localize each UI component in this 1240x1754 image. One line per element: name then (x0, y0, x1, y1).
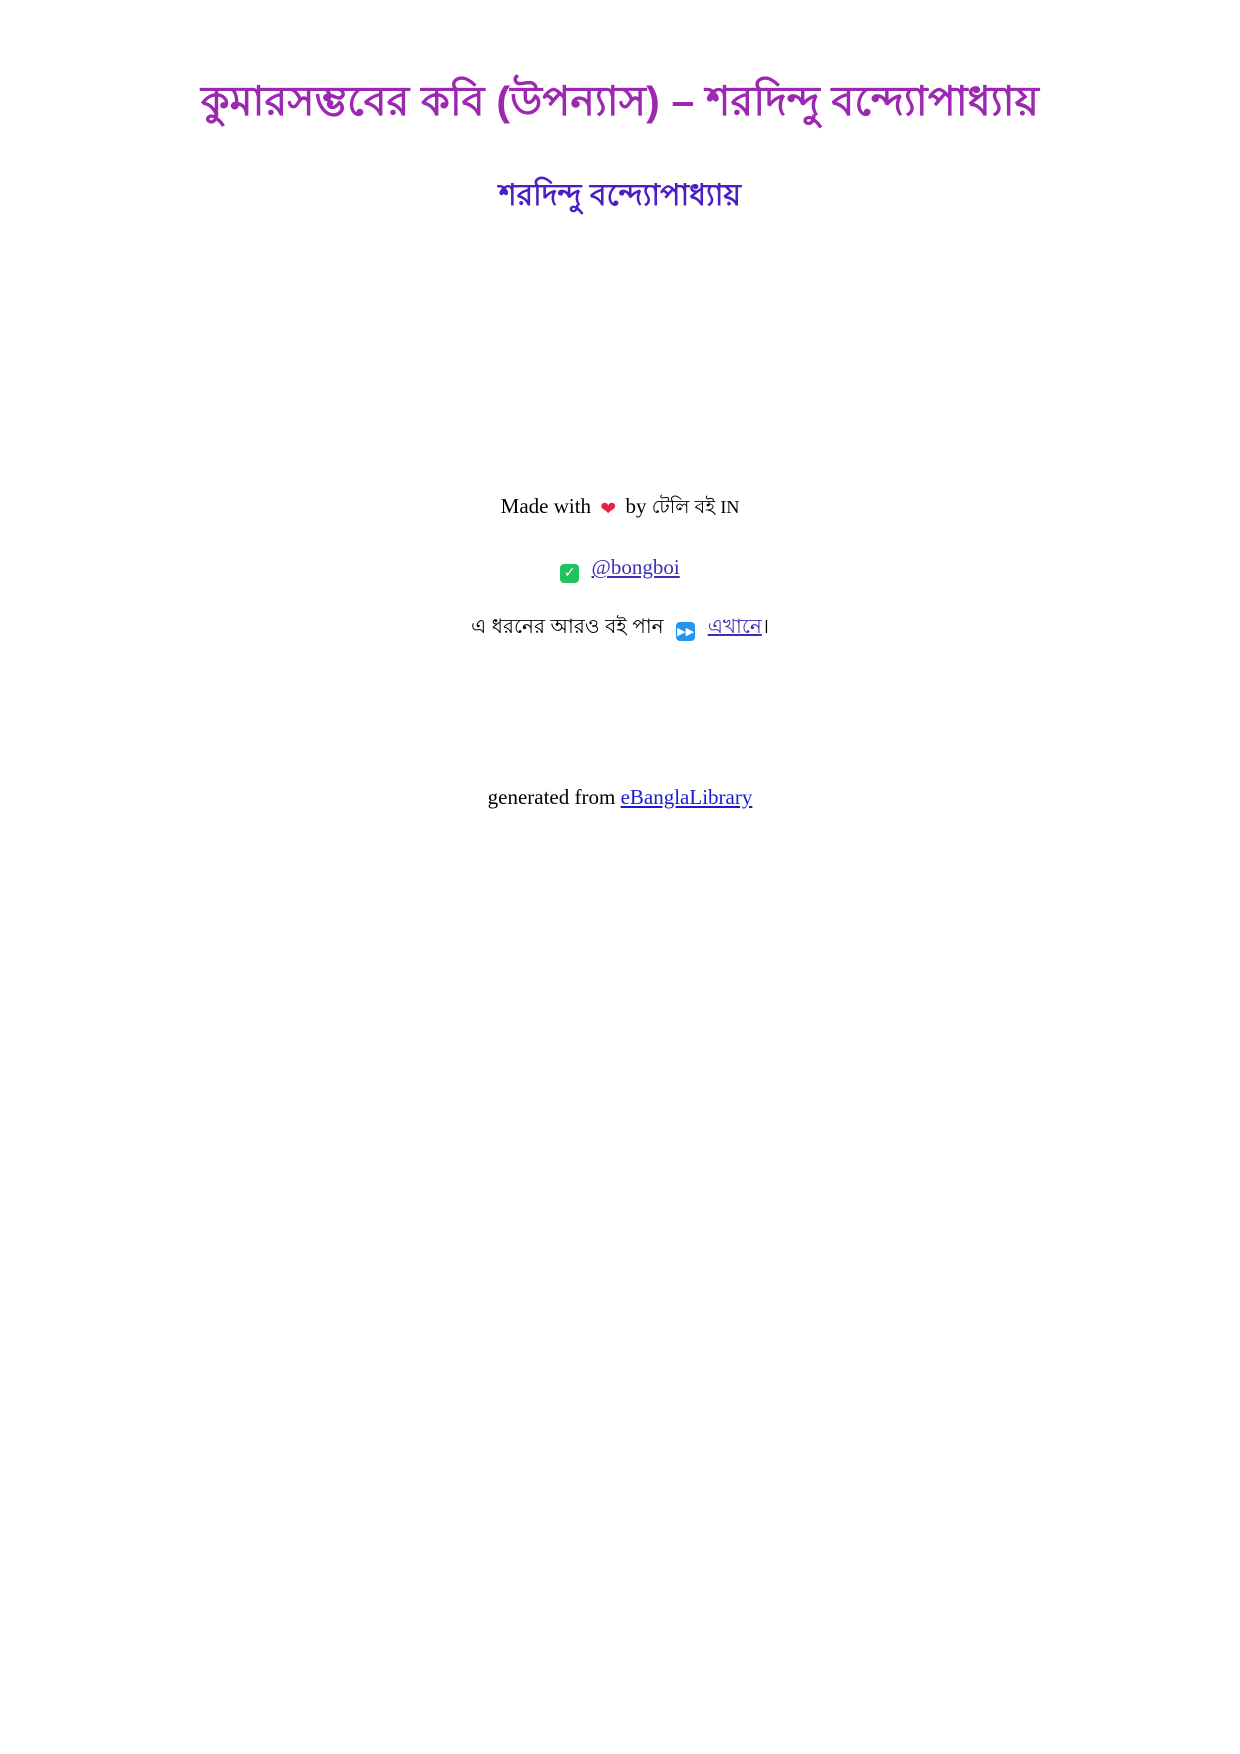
heart-icon: ❤ (600, 499, 617, 520)
page-content (90, 0, 1150, 809)
more-books-label: এ ধরনের আরও বই পান (471, 615, 664, 638)
credits-block (90, 490, 1150, 643)
more-books-line (90, 611, 1150, 643)
made-with-line (90, 490, 1150, 525)
fast-forward-icon: ▶▶ (676, 622, 695, 641)
publisher-suffix: IN (720, 497, 740, 517)
here-link[interactable]: এখানে (707, 615, 762, 638)
source-library-link[interactable]: eBanglaLibrary (620, 785, 753, 809)
handle-line (90, 551, 1150, 585)
page-title: কুমারসম্ভবের কবি (উপন্যাস) – শরদিন্দু বন্দ্যোপাধ্যায় (200, 78, 1040, 124)
check-icon: ✓ (560, 564, 579, 583)
telegram-handle-link[interactable]: @bongboi (591, 555, 680, 580)
publisher-name: টেলি বই (651, 497, 716, 518)
generated-from-label: generated from (487, 785, 616, 809)
made-with-label: Made with (500, 494, 592, 518)
by-label: by (625, 494, 647, 518)
generated-from-line (90, 785, 1150, 810)
author-name: শরদিন্দু বন্দ্যোপাধ্যায় (498, 179, 742, 213)
sentence-period: । (761, 615, 769, 638)
